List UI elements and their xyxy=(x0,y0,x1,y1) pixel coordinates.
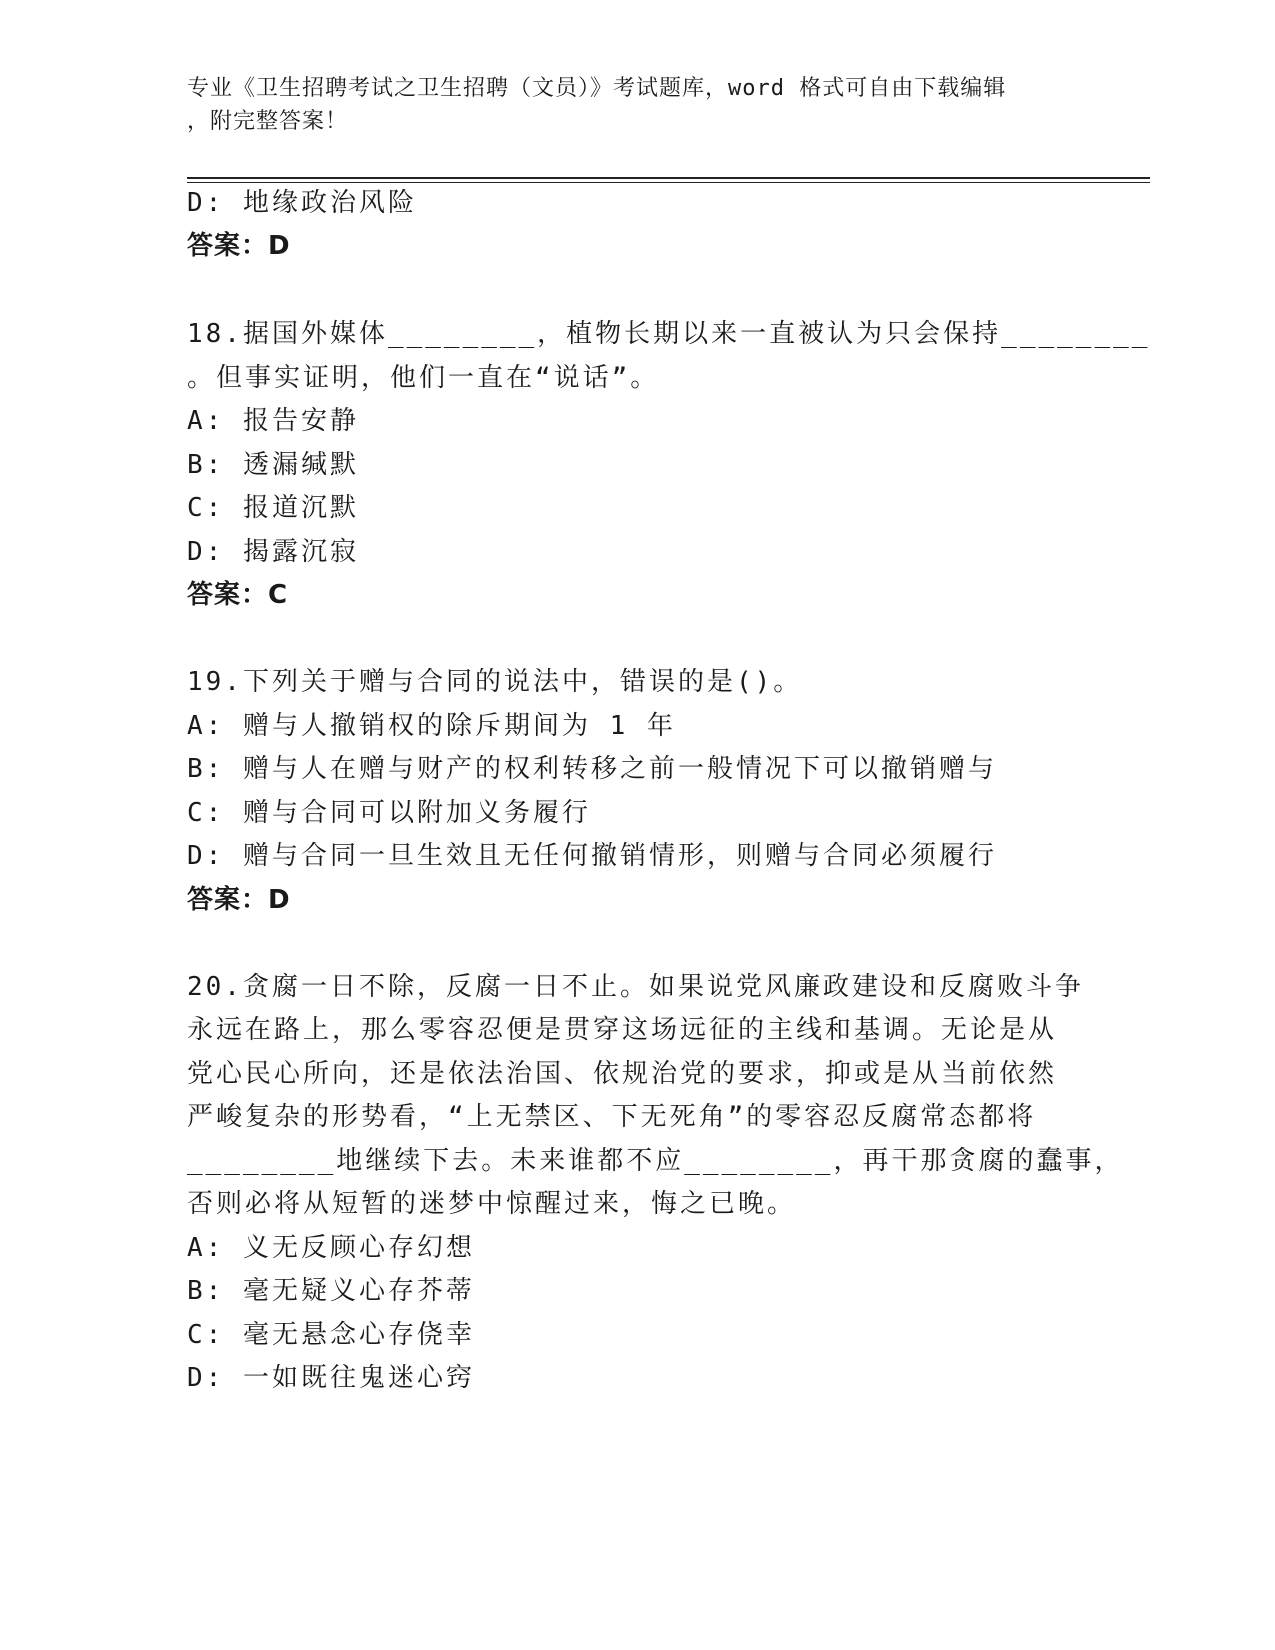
q18-stem-line-1: 18.据国外媒体________，植物长期以来一直被认为只会保持________ xyxy=(187,319,1151,349)
q17-option-d: D: 地缘政治风险 xyxy=(187,188,417,218)
q19-option-d: D: 赠与合同一旦生效且无任何撤销情形，则赠与合同必须履行 xyxy=(187,841,997,871)
q20-option-c: C: 毫无悬念心存侥幸 xyxy=(187,1320,475,1350)
q18-option-a: A: 报告安静 xyxy=(187,406,359,436)
page-header xyxy=(187,72,1067,138)
header-line-2: ，附完整答案！ xyxy=(187,109,349,134)
q18-answer: 答案：C xyxy=(187,580,289,610)
q19-option-a: A: 赠与人撤销权的除斥期间为 1 年 xyxy=(187,711,676,741)
header-divider xyxy=(187,177,1150,183)
q20-option-d: D: 一如既往鬼迷心窍 xyxy=(187,1363,475,1393)
q19-answer: 答案：D xyxy=(187,885,291,915)
q18-stem-line-2: 。但事实证明，他们一直在“说话”。 xyxy=(187,363,660,393)
q20-option-a: A: 义无反顾心存幻想 xyxy=(187,1233,475,1263)
q18-option-c: C: 报道沉默 xyxy=(187,493,359,523)
q20-option-b: B: 毫无疑义心存芥蒂 xyxy=(187,1276,475,1306)
q19-stem: 19.下列关于赠与合同的说法中，错误的是()。 xyxy=(187,667,803,697)
q20-stem-line-1: 20.贪腐一日不除，反腐一日不止。如果说党风廉政建设和反腐败斗争 xyxy=(187,972,1084,1002)
q17-answer: 答案：D xyxy=(187,231,291,261)
q19-option-b: B: 赠与人在赠与财产的权利转移之前一般情况下可以撤销赠与 xyxy=(187,754,997,784)
q18-option-d: D: 揭露沉寂 xyxy=(187,537,359,567)
q20-stem-line-5: ________地继续下去。未来谁都不应________，再干那贪腐的蠢事， xyxy=(187,1146,1124,1176)
q20-stem-line-6: 否则必将从短暂的迷梦中惊醒过来，悔之已晚。 xyxy=(187,1189,797,1219)
q19-option-c: C: 赠与合同可以附加义务履行 xyxy=(187,798,591,828)
header-line-1: 专业《卫生招聘考试之卫生招聘（文员）》考试题库，word 格式可自由下载编辑 xyxy=(187,76,1007,101)
q20-stem-line-2: 永远在路上，那么零容忍便是贯穿这场远征的主线和基调。无论是从 xyxy=(187,1015,1058,1045)
q18-option-b: B: 透漏缄默 xyxy=(187,450,359,480)
q20-stem-line-4: 严峻复杂的形势看，“上无禁区、下无死角”的零容忍反腐常态都将 xyxy=(187,1102,1037,1132)
q20-stem-line-3: 党心民心所向，还是依法治国、依规治党的要求，抑或是从当前依然 xyxy=(187,1059,1058,1089)
